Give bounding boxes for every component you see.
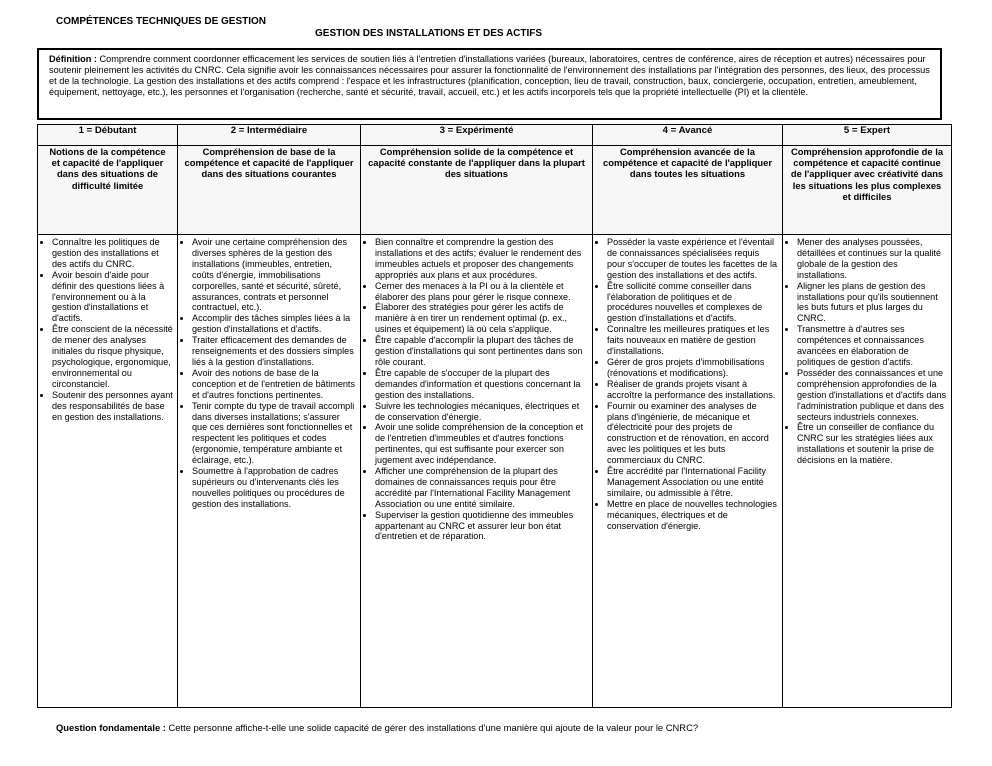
list-item: • Élaborer des stratégies pour gérer les actifs de manière à en tirer un rendement optimal (p. ex., usines et équipement) là où cela s'applique.: [375, 302, 588, 335]
list-item: • Connaître les politiques de gestion des installations et des actifs du CNRC.: [52, 237, 173, 270]
list-item: • Traiter efficacement des demandes de renseignements et des dossiers simples liés à la gestion d'installations.: [192, 335, 356, 368]
list-item: • Avoir une solide compréhension de la conception et de l'entretien d'immeubles et d'autres fonctions pertinentes, qui est suffisante pour exercer son jugement avec indépendance.: [375, 422, 588, 466]
level-2-title: 2 = Intermédiaire: [178, 125, 361, 146]
document-title: COMPÉTENCES TECHNIQUES DE GESTION: [56, 16, 267, 27]
list-item: • Soumettre à l'approbation de cadres supérieurs ou d'intervenants clés les nouvelles politiques ou procédures de gestion des installations.: [192, 466, 356, 510]
list-item: • Mener des analyses poussées, détaillées et continues sur la qualité globale de la gestion des installations.: [797, 237, 947, 281]
list-item: • Bien connaître et comprendre la gestion des installations et des actifs; évaluer le rendement des immeubles actuels et proposer des changements appropriés aux plans et aux procédures.: [375, 237, 588, 281]
list-item: • Fournir ou examiner des analyses de plans d'ingénierie, de mécanique et d'électricité pour des projets de construction et de rénovation, en accord avec les politiques et les buts commerciaux du CNRC.: [607, 401, 778, 466]
definition-box: [37, 48, 942, 120]
level-description-row: [38, 146, 952, 235]
level-4-title: 4 = Avancé: [593, 125, 783, 146]
level-1-title: 1 = Débutant: [38, 125, 178, 146]
level-3-behaviours: [361, 235, 593, 708]
level-5-list: [783, 237, 951, 466]
proficiency-grid: [37, 124, 952, 708]
list-item: • Être sollicité comme conseiller dans l'élaboration de politiques et de procédures nouvelles et complexes de gestion d'installations et d'actifs.: [607, 281, 778, 325]
list-item: • Être capable de s'occuper de la plupart des demandes d'information et questions concernant la gestion des installations.: [375, 368, 588, 401]
level-header-row: [38, 125, 952, 146]
list-item: • Afficher une compréhension de la plupart des domaines de connaissances requis pour être accrédité par l'International Facility Management Association ou une entité similaire.: [375, 466, 588, 510]
list-item: • Transmettre à d'autres ses compétences et connaissances avancées en élaboration de politiques de gestion d'actifs.: [797, 324, 947, 368]
core-question: [56, 722, 698, 733]
list-item: • Gérer de gros projets d'immobilisations (rénovations et modifications).: [607, 357, 778, 379]
list-item: • Aligner les plans de gestion des installations pour qu'ils soutiennent les buts futurs et plus larges du CNRC.: [797, 281, 947, 325]
list-item: • Superviser la gestion quotidienne des immeubles appartenant au CNRC et assurer leur bon état d'entretien et de réparation.: [375, 510, 588, 543]
level-3-description: Compréhension solide de la compétence et capacité constante de l'appliquer dans la plupart des situations: [361, 146, 593, 235]
list-item: • Être un conseiller de confiance du CNRC sur les stratégies liées aux installations et soutenir la prise de décisions en la matière.: [797, 422, 947, 466]
list-item: • Avoir une certaine compréhension des diverses sphères de la gestion des installations (immeubles, entretien, coûts d'énergie, immobilisations corporelles, santé et sécurité, sûreté, assurances, contrats et personnel contractuel, etc.).: [192, 237, 356, 313]
level-4-behaviours: [593, 235, 783, 708]
level-1-description: Notions de la compétence et capacité de l'appliquer dans des situations de difficulté limitée: [38, 146, 178, 235]
definition-label: Définition :: [49, 54, 97, 64]
level-3-list: [361, 237, 592, 542]
level-5-title: 5 = Expert: [783, 125, 952, 146]
level-2-list: [178, 237, 360, 510]
list-item: • Connaître les meilleures pratiques et les faits nouveaux en matière de gestion d'installations.: [607, 324, 778, 357]
list-item: • Avoir des notions de base de la conception et de l'entretien de bâtiments et d'autres fonctions pertinentes.: [192, 368, 356, 401]
list-item: • Soutenir des personnes ayant des responsabilités de base en gestion des installations.: [52, 390, 173, 423]
list-item: • Suivre les technologies mécaniques, électriques et de conservation d'énergie.: [375, 401, 588, 423]
level-4-list: [593, 237, 782, 531]
list-item: • Accomplir des tâches simples liées à la gestion d'installations et d'actifs.: [192, 313, 356, 335]
level-4-description: Compréhension avancée de la compétence et capacité de l'appliquer dans toutes les situations: [593, 146, 783, 235]
level-1-list: [38, 237, 177, 422]
level-2-description: Compréhension de base de la compétence et capacité de l'appliquer dans des situations courantes: [178, 146, 361, 235]
level-3-title: 3 = Expérimenté: [361, 125, 593, 146]
list-item: • Réaliser de grands projets visant à accroître la performance des installations.: [607, 379, 778, 401]
level-5-behaviours: [783, 235, 952, 708]
list-item: • Mettre en place de nouvelles technologies mécaniques, électriques et de conservation d'énergie.: [607, 499, 778, 532]
list-item: • Être capable d'accomplir la plupart des tâches de gestion d'installations qui sont pertinentes dans son rôle courant.: [375, 335, 588, 368]
level-behaviours-row: [38, 235, 952, 708]
level-2-behaviours: [178, 235, 361, 708]
list-item: • Cerner des menaces à la PI ou à la clientèle et élaborer des plans pour gérer le risque connexe.: [375, 281, 588, 303]
question-text: Cette personne affiche-t-elle une solide capacité de gérer des installations d'une manière qui ajoute de la valeur pour le CNRC?: [165, 722, 699, 733]
level-5-description: Compréhension approfondie de la compétence et capacité continue de l'appliquer avec créativité dans les situations les plus complexes et difficiles: [783, 146, 952, 235]
list-item: • Posséder des connaissances et une compréhension approfondies de la gestion d'installations et d'actifs dans l'administration publique et dans des secteurs industriels connexes.: [797, 368, 947, 423]
list-item: • Être conscient de la nécessité de mener des analyses initiales du risque physique, psychologique, ergonomique, environnemental ou circonstanciel.: [52, 324, 173, 389]
level-1-behaviours: [38, 235, 178, 708]
definition-text: Comprendre comment coordonner efficacement les services de soutien liés à l'entretien d'installations variées (bureaux, laboratoires, centres de conférence, aires de réception et autres) nécessaires pour soutenir pleinement les activités du CNRC. Cela signifie avoir les connaissances nécessaires pour assurer la fonctionnalité de l'environnement des installations par l'intégration des personnes, des lieux, des processus et de la technologie. La gestion des installations et des actifs comprend : l'espace et les infrastructures (planification, conception, lieu de travail, construction, baux, conciergerie, occupation, entretien, ameublement, équipement, nettoyage, etc.), les personnes et l'organisation (recherche, santé et sécurité, travail, accueil, etc.) et les actifs incorporels tels que la propriété intellectuelle (PI) et la clientèle.: [49, 54, 930, 97]
list-item: • Être accrédité par l'International Facility Management Association ou une entité similaire, ou admissible à l'être.: [607, 466, 778, 499]
competency-title: GESTION DES INSTALLATIONS ET DES ACTIFS: [315, 28, 543, 39]
list-item: • Avoir besoin d'aide pour définir des questions liées à l'environnement ou à la gestion d'installations et d'actifs.: [52, 270, 173, 325]
list-item: • Tenir compte du type de travail accompli dans diverses installations; s'assurer que ces dernières sont fonctionnelles et respectent les politiques et codes (ergonomie, température ambiante et éclairage, etc.).: [192, 401, 356, 466]
list-item: • Posséder la vaste expérience et l'éventail de connaissances spécialisées requis pour s'occuper de toutes les facettes de la gestion des installations et des actifs.: [607, 237, 778, 281]
question-label: Question fondamentale :: [56, 722, 166, 733]
